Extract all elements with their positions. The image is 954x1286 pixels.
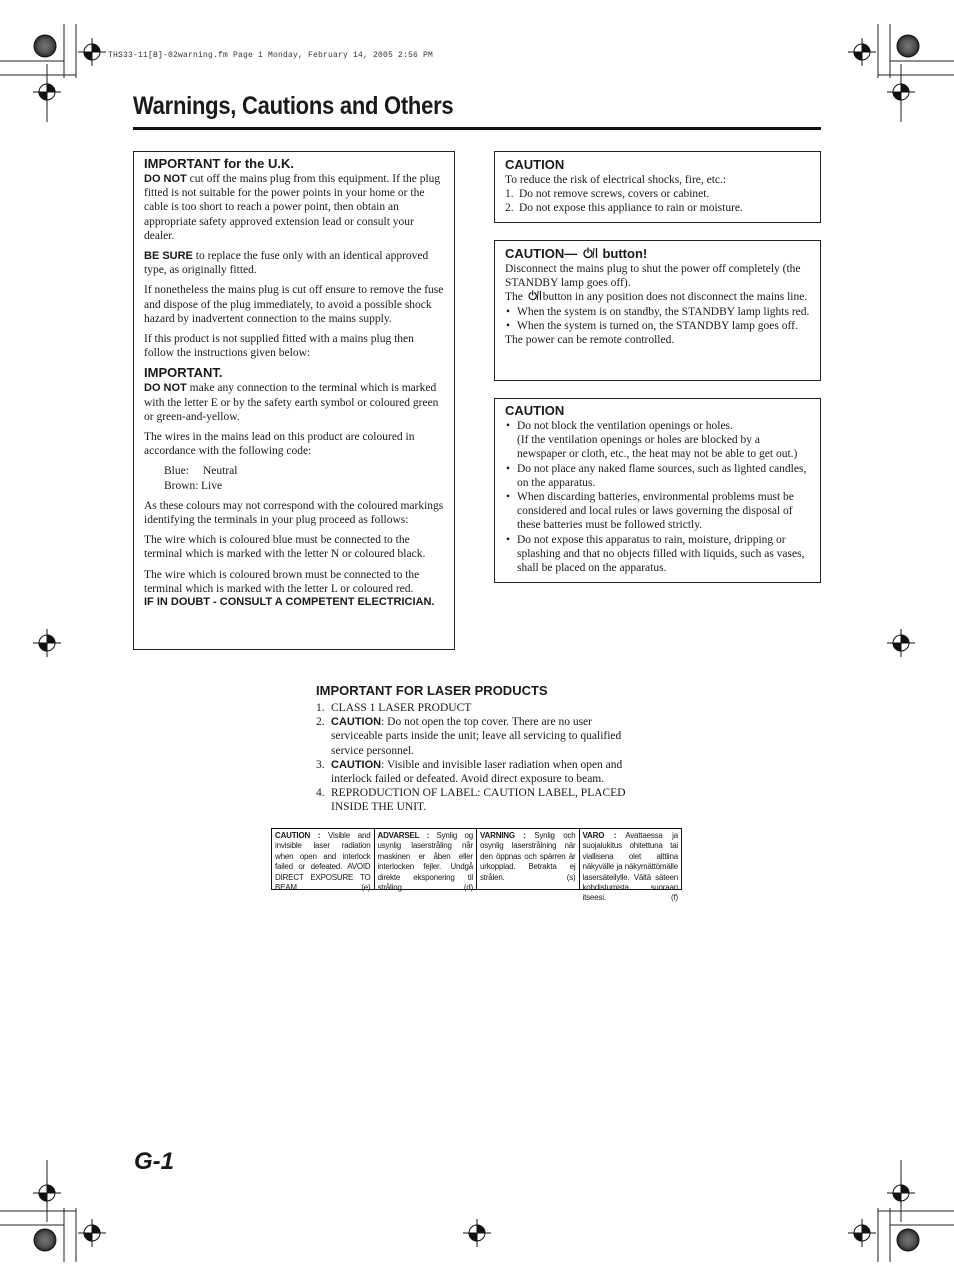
caution-list xyxy=(505,187,810,215)
language-tag: (f) xyxy=(671,893,678,903)
item-text: : Do not open the top cover. There are no user serviceable parts inside the unit; leave all servicing to qualified service personnel. xyxy=(331,716,622,757)
text: cut off the mains plug from this equipment. If the plug fitted is not suitable for the power points in your home or the cable is too short to reach a power point, then obtain an appropriate safety approved extension lead or consult your dealer. xyxy=(144,173,441,242)
wire-blue-value: Neutral xyxy=(203,465,238,478)
text: to replace the fuse only with an identical approved type, as originally fitted. xyxy=(144,250,429,277)
caution-standby-title xyxy=(505,246,810,262)
uk-box-title: IMPORTANT for the U.K. xyxy=(144,156,294,171)
laser-products-section xyxy=(316,683,646,815)
text: button in any position does not disconnect the mains line. xyxy=(542,291,808,304)
text: The xyxy=(505,291,523,304)
keyword: CAUTION xyxy=(331,716,382,729)
uk-paragraph-8: The wire which is coloured blue must be connected to the terminal which is marked with the letter N or coloured black. xyxy=(144,534,426,561)
laser-list xyxy=(316,701,646,815)
language-tag: (e) xyxy=(361,883,371,893)
page-number: G-1 xyxy=(134,1148,175,1175)
uk-paragraph-3: If nonetheless the mains plug is cut off ensure to remove the fuse and dispose of the plug immediately, to avoid a possible shock hazard by inadvertent connection to the mains supply. xyxy=(144,284,444,325)
wire-color-code xyxy=(144,464,444,492)
list-item: • Do not expose this apparatus to rain, moisture, dripping or splashing and that no objects filled with liquids, such as vases, shall be placed on the apparatus. xyxy=(505,533,810,576)
language-tag: (d) xyxy=(463,883,473,893)
title-text: button! xyxy=(602,246,648,261)
keyword: DO NOT xyxy=(144,173,187,185)
label-cell-swedish xyxy=(477,829,580,889)
caution-standby-p2 xyxy=(505,290,810,304)
caution-title: CAUTION xyxy=(505,403,565,418)
label-cell-danish xyxy=(375,829,478,893)
item-text: Do not remove screws, covers or cabinet. xyxy=(519,188,710,201)
caution-ventilation-bullets xyxy=(505,419,810,575)
list-item xyxy=(316,715,646,758)
list-item: • When the system is turned on, the STANDBY lamp goes off. xyxy=(505,319,810,333)
keyword: DO NOT xyxy=(144,382,187,395)
item-text: : Visible and invisible laser radiation when open and interlock failed or defeated. Avoid direct exposure to beam. xyxy=(331,758,623,786)
text: Visible and invisible laser radiation when open and interlock failed or defeated. AVOID DIRECT EXPOSURE TO BEAM. xyxy=(275,831,371,893)
keyword: VARNING : xyxy=(480,831,526,840)
caution-box-standby xyxy=(494,240,821,381)
uk-paragraph-9: The wire which is coloured brown must be connected to the terminal which is marked with the letter L or coloured red. xyxy=(144,568,420,595)
caution-intro: To reduce the risk of electrical shocks, fire, etc.: xyxy=(505,174,727,186)
language-tag: (s) xyxy=(566,872,576,882)
caution-standby-p3: The power can be remote controlled. xyxy=(505,334,675,347)
uk-paragraph-7: As these colours may not correspond with the coloured markings identifying the terminals in your plug proceed as follows: xyxy=(144,499,444,527)
uk-paragraph-6: The wires in the mains lead on this product are coloured in accordance with the following code: xyxy=(144,431,415,458)
text: Avattaessa ja suojalukitus ohitettuna tai viallisena olet alttiina näkyvälle ja näkymättömälle lasersäteilylle. Vältä säteen kohdistumista suoraan itseesi. xyxy=(582,831,678,903)
item-note: (If the ventilation openings or holes are blocked by a newspaper or cloth, etc., the heat may not be able to get out.) xyxy=(517,434,798,461)
list-item: • When the system is on standby, the STANDBY lamp lights red. xyxy=(505,305,810,319)
title-rule xyxy=(133,127,821,130)
keyword: CAUTION xyxy=(331,758,382,771)
standby-power-icon xyxy=(581,247,599,259)
list-item xyxy=(505,201,810,215)
item-number: 2. xyxy=(505,202,514,215)
uk-paragraph-2 xyxy=(144,249,444,277)
item-number: 4. xyxy=(316,787,325,800)
laser-caution-label xyxy=(271,828,682,903)
page-title: Warnings, Cautions and Others xyxy=(133,92,454,120)
caution-standby-bullets xyxy=(505,305,810,333)
wire-blue-label: Blue: xyxy=(164,465,189,478)
item-number: 2. xyxy=(316,716,325,729)
keyword: BE SURE xyxy=(144,250,193,263)
keyword: ADVARSEL : xyxy=(377,831,430,840)
title-text: CAUTION— xyxy=(505,246,578,261)
text: Synlig och osynlig laserstrålning när den öppnas och spärren är urkopplad. Betrakta ej strålen. xyxy=(480,831,576,882)
uk-paragraph-1 xyxy=(144,172,444,243)
caution-title: CAUTION xyxy=(505,157,565,172)
uk-doubt-note: IF IN DOUBT - CONSULT A COMPETENT ELECTRICIAN. xyxy=(144,596,435,609)
list-item xyxy=(505,187,810,201)
keyword: VARO : xyxy=(582,831,617,840)
file-header-line: THS33-11[B]-02warning.fm Page 1 Monday, February 14, 2005 2:56 PM xyxy=(108,51,434,60)
keyword: CAUTION : xyxy=(275,831,321,840)
label-cell-finnish xyxy=(580,829,682,903)
wire-brown-label: Brown: xyxy=(164,479,199,492)
item-text: Do not block the ventilation openings or holes. xyxy=(517,420,733,432)
list-item xyxy=(505,419,810,462)
list-item xyxy=(316,786,646,814)
caution-box-ventilation xyxy=(494,398,821,583)
wire-brown-value: Live xyxy=(201,479,223,492)
uk-important-box xyxy=(133,151,455,650)
list-item: • Do not place any naked flame sources, such as lighted candles, on the apparatus. xyxy=(505,462,810,490)
text: make any connection to the terminal which is marked with the letter E or by the safety earth symbol or coloured green or green-and-yellow. xyxy=(144,382,439,423)
item-text: Do not expose this appliance to rain or moisture. xyxy=(519,202,743,215)
item-number: 3. xyxy=(316,758,325,771)
item-text: REPRODUCTION OF LABEL: CAUTION LABEL, PLACED INSIDE THE UNIT. xyxy=(331,787,626,814)
label-cell-english xyxy=(272,829,375,893)
item-number: 1. xyxy=(316,702,325,714)
list-item xyxy=(316,701,646,715)
text: Synlig og usynlig laserstråling når maskinen er åben eller interlocken fejler. Undgå direkte eksponering til stråling. xyxy=(377,831,473,893)
standby-power-icon xyxy=(526,290,543,301)
laser-title: IMPORTANT FOR LASER PRODUCTS xyxy=(316,683,548,698)
caution-box-shock xyxy=(494,151,821,223)
uk-subtitle: IMPORTANT. xyxy=(144,365,223,381)
list-item xyxy=(316,758,646,786)
item-number: 1. xyxy=(505,188,514,201)
uk-paragraph-5 xyxy=(144,381,444,424)
item-text: CLASS 1 LASER PRODUCT xyxy=(331,702,472,714)
list-item: • When discarding batteries, environmental problems must be considered and local rules or laws governing the disposal of these batteries must be followed strictly. xyxy=(505,490,810,533)
caution-standby-p1: Disconnect the mains plug to shut the power off completely (the STANDBY lamp goes off). xyxy=(505,263,801,290)
uk-paragraph-4: If this product is not supplied fitted with a mains plug then follow the instructions given below: xyxy=(144,333,414,360)
